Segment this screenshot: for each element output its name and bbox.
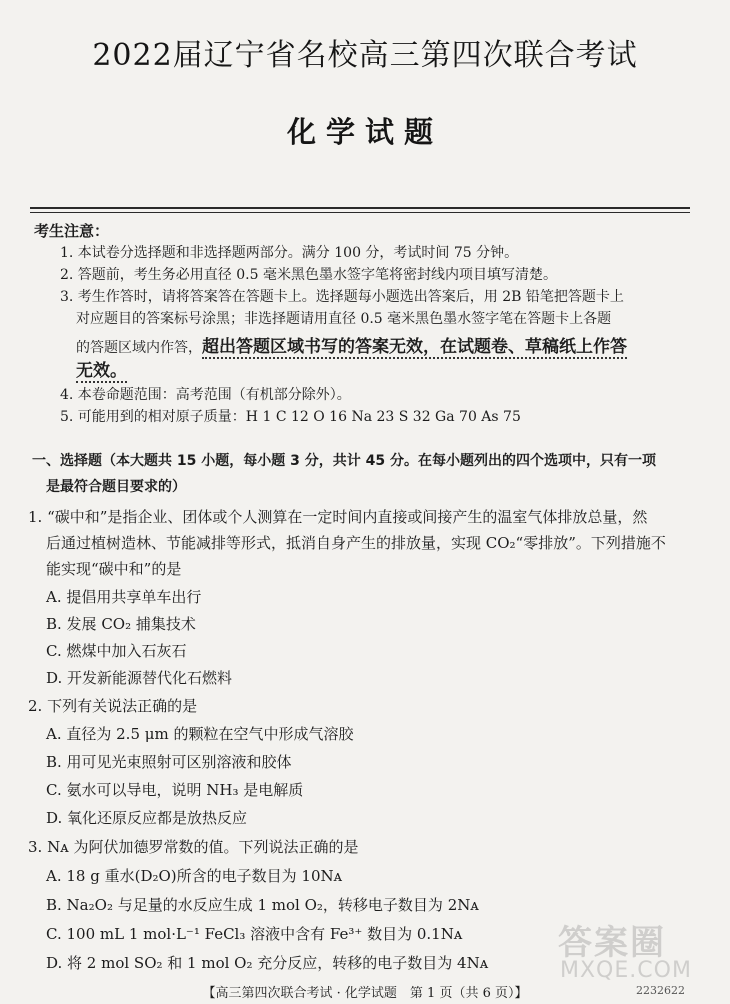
answer-option: B. Na₂O₂ 与足量的水反应生成 1 mol O₂，转移电子数目为 2Nᴀ: [46, 896, 479, 914]
question-stem: 3. Nᴀ 为阿伏加德罗常数的值。下列说法正确的是: [28, 838, 359, 856]
answer-option: D. 开发新能源替代化石燃料: [46, 669, 233, 687]
question-stem: 后通过植树造林、节能减排等形式，抵消自身产生的排放量，实现 CO₂“零排放”。下列措施不: [46, 534, 666, 552]
answer-option: A. 提倡用共享单车出行: [46, 588, 202, 606]
header-rule-thick: [30, 207, 690, 209]
exam-title: 2022届辽宁省名校高三第四次联合考试: [92, 38, 638, 73]
answer-option: B. 用可见光束照射可区别溶液和胶体: [46, 753, 292, 771]
notice-item: [76, 332, 627, 357]
notice-item-text: 的答题区域内作答，: [76, 340, 202, 356]
answer-option: C. 燃煤中加入石灰石: [46, 642, 187, 660]
watermark-site: MXQE.COM: [560, 958, 692, 983]
notice-item: 2. 答题前，考生务必用直径 0.5 毫米黑色墨水签字笔将密封线内项目填写清楚。: [60, 267, 557, 283]
page-footer: 【高三第四次联合考试 · 化学试题 第 1 页（共 6 页）】: [202, 986, 528, 1001]
notice-item: 5. 可能用到的相对原子质量：H 1 C 12 O 16 Na 23 S 32 Ga 70 As 75: [60, 409, 521, 425]
subject-title: 化学试题: [286, 115, 443, 149]
notice-emphasis: 超出答题区域书写的答案无效，在试题卷、草稿纸上作答: [202, 337, 627, 357]
notice-item: 4. 本卷命题范围：高考范围（有机部分除外）。: [60, 387, 351, 403]
answer-option: C. 100 mL 1 mol·L⁻¹ FeCl₃ 溶液中含有 Fe³⁺ 数目为 0.1Nᴀ: [46, 925, 463, 943]
question-stem: 能实现“碳中和”的是: [46, 560, 182, 578]
notice-heading: 考生注意：: [34, 222, 110, 240]
notice-emphasis: 无效。: [76, 361, 127, 381]
notice-item: 1. 本试卷分选择题和非选择题两部分。满分 100 分，考试时间 75 分钟。: [60, 245, 519, 261]
answer-option: D. 将 2 mol SO₂ 和 1 mol O₂ 充分反应，转移的电子数目为 4Nᴀ: [46, 954, 489, 972]
watermark-logo: 答案圈: [558, 923, 666, 963]
header-rule-thin: [30, 212, 690, 213]
notice-item: 对应题目的答案标号涂黑；非选择题请用直径 0.5 毫米黑色墨水签字笔在答题卡上各题: [76, 311, 612, 327]
answer-option: B. 发展 CO₂ 捕集技术: [46, 615, 196, 633]
notice-item: [76, 356, 127, 381]
section-heading: 是最符合题目要求的）: [46, 479, 186, 495]
question-stem: 1. “碳中和”是指企业、团体或个人测算在一定时间内直接或间接产生的温室气体排放总量，然: [28, 508, 648, 526]
section-heading: 一、选择题（本大题共 15 小题，每小题 3 分，共计 45 分。在每小题列出的四个选项中，只有一项: [32, 453, 656, 469]
answer-option: C. 氨水可以导电，说明 NH₃ 是电解质: [46, 781, 304, 799]
answer-option: A. 直径为 2.5 μm 的颗粒在空气中形成气溶胶: [46, 725, 354, 743]
exam-code: 2232622: [636, 984, 685, 997]
question-stem: 2. 下列有关说法正确的是: [28, 697, 198, 715]
answer-option: D. 氧化还原反应都是放热反应: [46, 809, 248, 827]
answer-option: A. 18 g 重水(D₂O)所含的电子数目为 10Nᴀ: [46, 867, 343, 885]
notice-item: 3. 考生作答时，请将答案答在答题卡上。选择题每小题选出答案后，用 2B 铅笔把答题卡上: [60, 289, 624, 305]
